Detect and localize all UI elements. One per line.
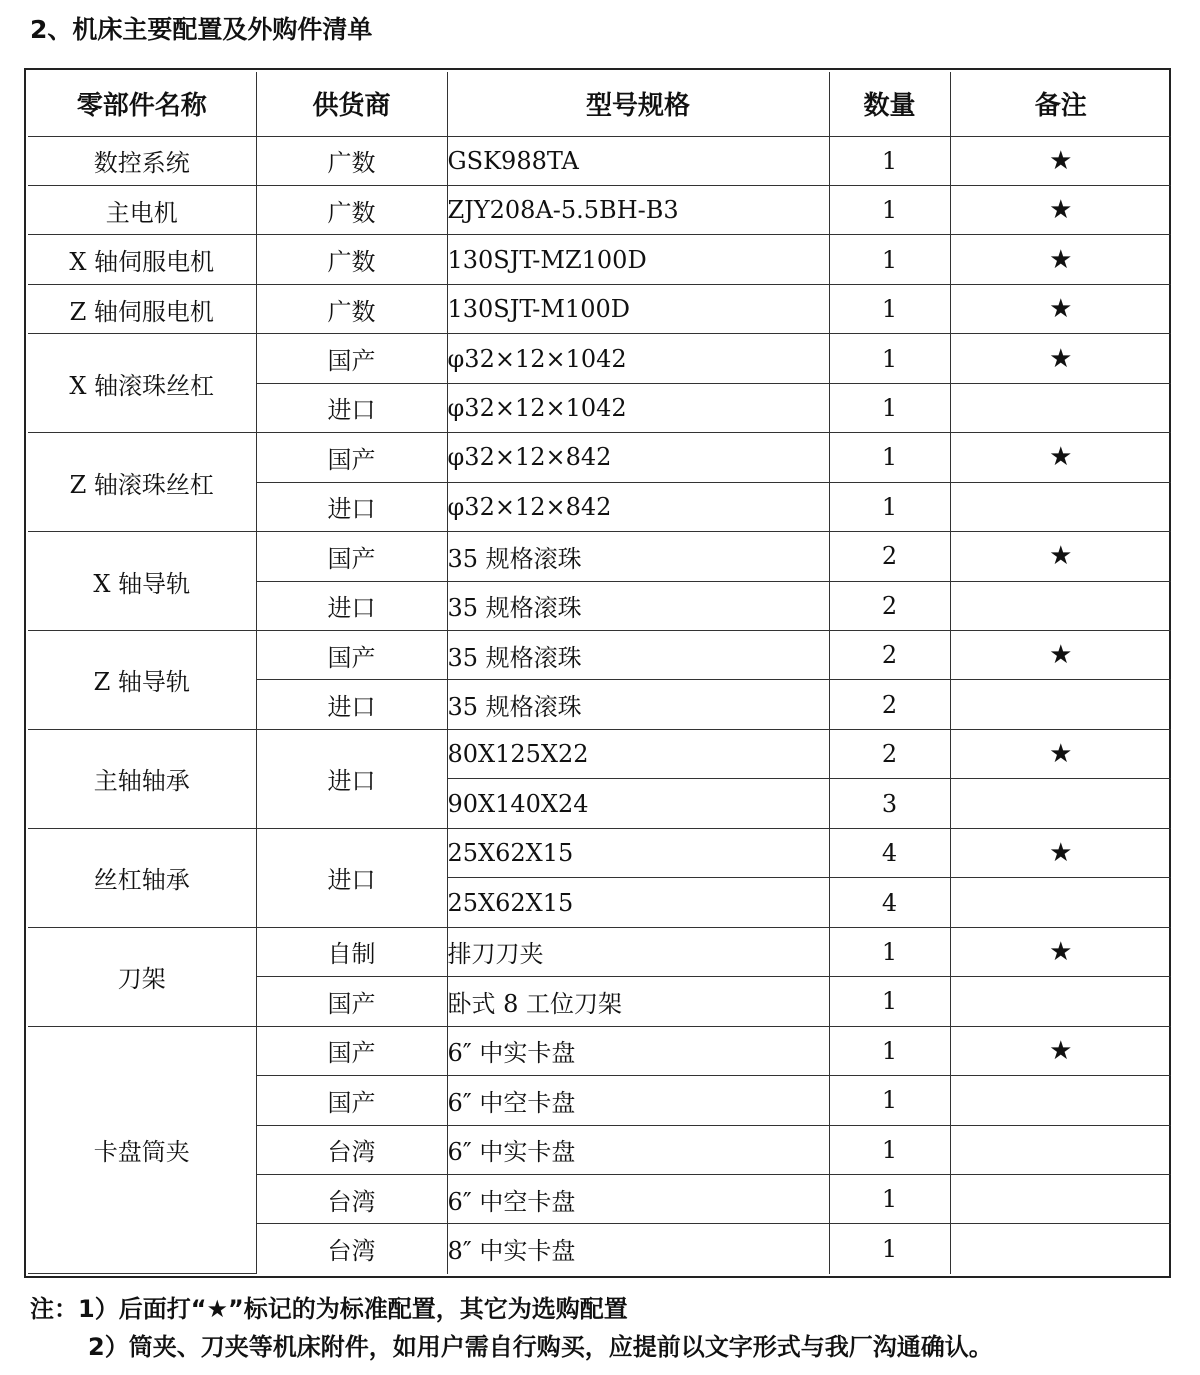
supplier-cell: 进口: [256, 482, 447, 531]
table-row: [28, 284, 1171, 333]
supplier-cell: 国产: [256, 334, 447, 383]
standard-config-star-icon: ★: [950, 185, 1171, 234]
header-supplier: 供货商: [256, 72, 447, 136]
remark-cell: [950, 1175, 1171, 1224]
remark-cell: [950, 680, 1171, 729]
standard-config-star-icon: ★: [950, 927, 1171, 976]
model-cell: 80X125X22: [447, 729, 829, 778]
remark-cell: [950, 878, 1171, 927]
model-cell: 35 规格滚珠: [447, 631, 829, 680]
note-1: 注：1）后面打“★”标记的为标准配置，其它为选购配置: [30, 1295, 628, 1323]
standard-config-star-icon: ★: [950, 136, 1171, 185]
part-name-cell: Z 轴导轨: [28, 631, 256, 730]
model-cell: ZJY208A-5.5BH-B3: [447, 185, 829, 234]
page-title: 2、机床主要配置及外购件清单: [30, 15, 373, 44]
supplier-cell: 广数: [256, 185, 447, 234]
model-cell: GSK988TA: [447, 136, 829, 185]
supplier-cell: 广数: [256, 136, 447, 185]
remark-cell: [950, 482, 1171, 531]
table-row: [28, 729, 1171, 778]
supplier-cell: 国产: [256, 1076, 447, 1125]
remark-cell: [950, 1076, 1171, 1125]
qty-cell: 1: [829, 284, 950, 333]
table-row: [28, 631, 1171, 680]
header-model: 型号规格: [447, 72, 829, 136]
table-row: [28, 136, 1171, 185]
supplier-cell: 进口: [256, 680, 447, 729]
parts-table: [28, 72, 1171, 1274]
supplier-cell: 广数: [256, 284, 447, 333]
part-name-cell: 数控系统: [28, 136, 256, 185]
qty-cell: 4: [829, 878, 950, 927]
note-2: 2）筒夹、刀夹等机床附件，如用户需自行购买，应提前以文字形式与我厂沟通确认。: [88, 1333, 993, 1361]
part-name-cell: X 轴伺服电机: [28, 235, 256, 284]
model-cell: 排刀刀夹: [447, 927, 829, 976]
part-name-cell: 丝杠轴承: [28, 828, 256, 927]
model-cell: φ32×12×842: [447, 433, 829, 482]
qty-cell: 1: [829, 1125, 950, 1174]
model-cell: φ32×12×1042: [447, 334, 829, 383]
header-remark: 备注: [950, 72, 1171, 136]
part-name-cell: Z 轴伺服电机: [28, 284, 256, 333]
part-name-cell: 刀架: [28, 927, 256, 1026]
table-row: [28, 235, 1171, 284]
qty-cell: 1: [829, 136, 950, 185]
model-cell: 6″ 中实卡盘: [447, 1125, 829, 1174]
header-name: 零部件名称: [28, 72, 256, 136]
supplier-cell: 进口: [256, 729, 447, 828]
remark-cell: [950, 1224, 1171, 1274]
qty-cell: 1: [829, 383, 950, 432]
remark-cell: [950, 977, 1171, 1026]
standard-config-star-icon: ★: [950, 284, 1171, 333]
supplier-cell: 国产: [256, 631, 447, 680]
qty-cell: 1: [829, 433, 950, 482]
standard-config-star-icon: ★: [950, 828, 1171, 877]
table-row: [28, 1026, 1171, 1075]
part-name-cell: X 轴导轨: [28, 532, 256, 631]
model-cell: 8″ 中实卡盘: [447, 1224, 829, 1274]
qty-cell: 1: [829, 235, 950, 284]
standard-config-star-icon: ★: [950, 235, 1171, 284]
table-row: [28, 828, 1171, 877]
model-cell: 130SJT-M100D: [447, 284, 829, 333]
supplier-cell: 进口: [256, 383, 447, 432]
model-cell: 130SJT-MZ100D: [447, 235, 829, 284]
model-cell: 卧式 8 工位刀架: [447, 977, 829, 1026]
qty-cell: 1: [829, 1175, 950, 1224]
qty-cell: 1: [829, 482, 950, 531]
table-row: [28, 532, 1171, 581]
qty-cell: 1: [829, 927, 950, 976]
qty-cell: 2: [829, 680, 950, 729]
supplier-cell: 国产: [256, 977, 447, 1026]
model-cell: 35 规格滚珠: [447, 680, 829, 729]
model-cell: 35 规格滚珠: [447, 581, 829, 630]
remark-cell: [950, 383, 1171, 432]
qty-cell: 2: [829, 631, 950, 680]
standard-config-star-icon: ★: [950, 1026, 1171, 1075]
supplier-cell: 国产: [256, 1026, 447, 1075]
table-row: [28, 433, 1171, 482]
standard-config-star-icon: ★: [950, 532, 1171, 581]
model-cell: 25X62X15: [447, 878, 829, 927]
part-name-cell: Z 轴滚珠丝杠: [28, 433, 256, 532]
table-row: [28, 185, 1171, 234]
qty-cell: 2: [829, 729, 950, 778]
qty-cell: 2: [829, 581, 950, 630]
supplier-cell: 自制: [256, 927, 447, 976]
standard-config-star-icon: ★: [950, 433, 1171, 482]
remark-cell: [950, 1125, 1171, 1174]
qty-cell: 3: [829, 779, 950, 828]
qty-cell: 1: [829, 185, 950, 234]
qty-cell: 1: [829, 1224, 950, 1274]
table-row: [28, 927, 1171, 976]
table-row: [28, 334, 1171, 383]
remark-cell: [950, 581, 1171, 630]
part-name-cell: 卡盘筒夹: [28, 1026, 256, 1273]
header-qty: 数量: [829, 72, 950, 136]
supplier-cell: 进口: [256, 828, 447, 927]
qty-cell: 1: [829, 1076, 950, 1125]
model-cell: 6″ 中空卡盘: [447, 1076, 829, 1125]
qty-cell: 1: [829, 334, 950, 383]
notes: [30, 1290, 1190, 1366]
part-name-cell: X 轴滚珠丝杠: [28, 334, 256, 433]
model-cell: 6″ 中空卡盘: [447, 1175, 829, 1224]
supplier-cell: 台湾: [256, 1224, 447, 1274]
model-cell: 25X62X15: [447, 828, 829, 877]
remark-cell: [950, 779, 1171, 828]
supplier-cell: 台湾: [256, 1125, 447, 1174]
supplier-cell: 进口: [256, 581, 447, 630]
model-cell: φ32×12×842: [447, 482, 829, 531]
model-cell: 90X140X24: [447, 779, 829, 828]
table-header-row: [28, 72, 1171, 136]
part-name-cell: 主轴轴承: [28, 729, 256, 828]
standard-config-star-icon: ★: [950, 729, 1171, 778]
standard-config-star-icon: ★: [950, 334, 1171, 383]
supplier-cell: 国产: [256, 433, 447, 482]
part-name-cell: 主电机: [28, 185, 256, 234]
qty-cell: 2: [829, 532, 950, 581]
parts-table-frame: [24, 68, 1171, 1278]
model-cell: 6″ 中实卡盘: [447, 1026, 829, 1075]
supplier-cell: 国产: [256, 532, 447, 581]
model-cell: 35 规格滚珠: [447, 532, 829, 581]
model-cell: φ32×12×1042: [447, 383, 829, 432]
qty-cell: 1: [829, 1026, 950, 1075]
supplier-cell: 广数: [256, 235, 447, 284]
supplier-cell: 台湾: [256, 1175, 447, 1224]
qty-cell: 4: [829, 828, 950, 877]
standard-config-star-icon: ★: [950, 631, 1171, 680]
qty-cell: 1: [829, 977, 950, 1026]
parts-table-body: [28, 136, 1171, 1274]
